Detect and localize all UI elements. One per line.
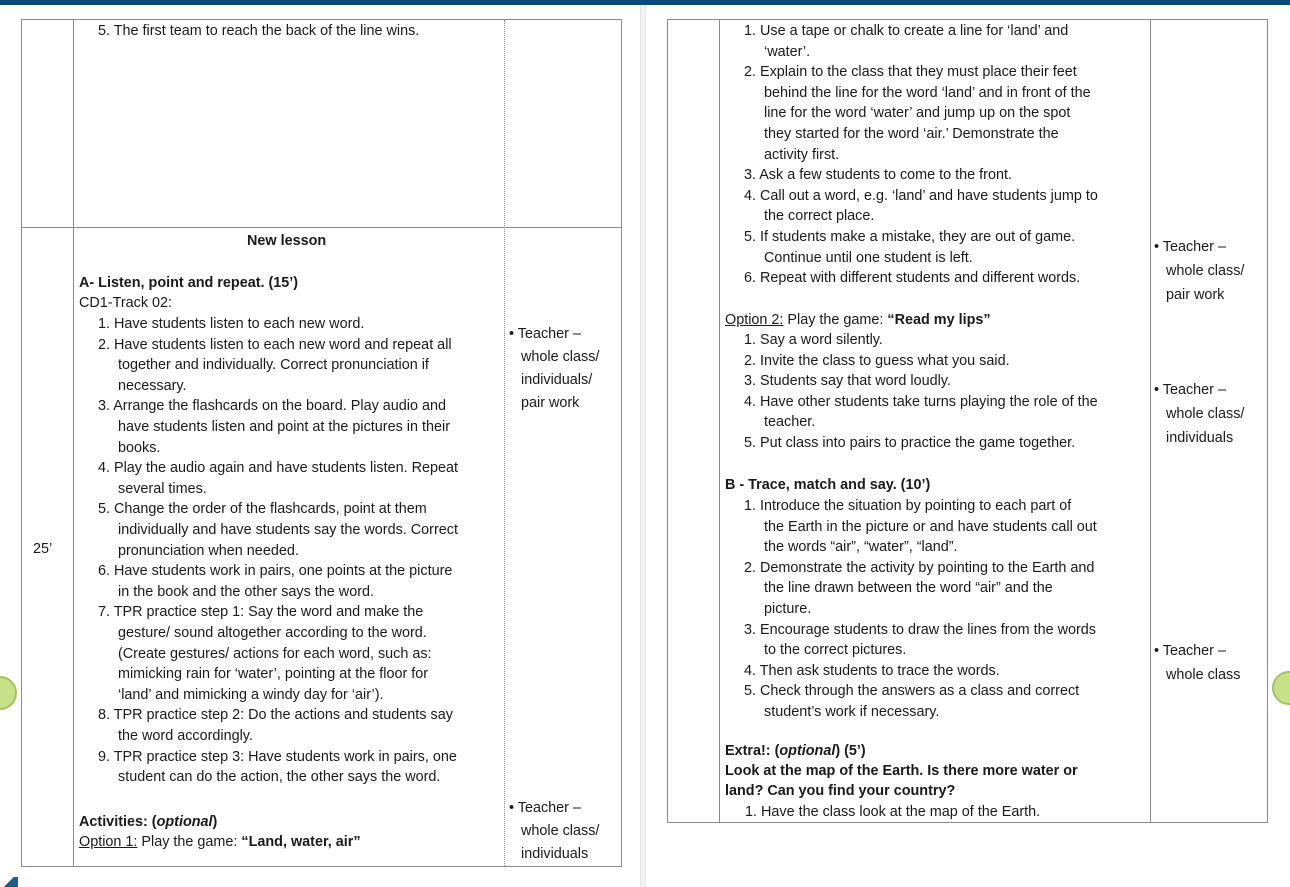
line-item: teacher. [764,414,816,431]
line-item: 1. Introduce the situation by pointing to each part of [744,498,1072,514]
line-item: pair work [1166,287,1225,303]
line-item: 3. Arrange the flashcards on the board. Play audio and [98,398,447,415]
line-item: necessary. [118,377,187,394]
right-page [646,5,1290,887]
line-item: 4. Have other students take turns playing the role of the [744,393,1098,410]
line-item: the word accordingly. [118,728,253,744]
prev-page-button[interactable] [0,676,17,710]
line-item: 6. Have students work in pairs, one points at the picture [98,563,453,580]
line-item: in the book and the other says the word. [118,583,374,600]
line-item: activity first. [764,146,840,163]
line-item: whole class [1166,667,1241,683]
line-item: 3. Students say that word loudly. [744,373,951,390]
line-item: 4. Then ask students to trace the words. [744,662,1000,679]
line-item: 1. Have students listen to each new word. [98,316,365,332]
line-item: student’s work if necessary. [764,704,940,720]
line-item: 5. If students make a mistake, they are out of game. [744,229,1076,245]
lesson-table-left [21,19,622,867]
line-item: mimicking rain for ‘water’, pointing at the floor for [118,666,429,683]
line-item: 9. TPR practice step 3: Have students work in pairs, one [98,748,457,765]
line-item: whole class/ [521,349,600,365]
line-item: 3. Ask a few students to come to the front. [744,167,1012,184]
line-item: pair work [521,395,580,411]
line-item: 4. Call out a word, e.g. ‘land’ and have students jump to [744,187,1098,204]
line-item: the Earth in the picture or and have students call out [764,518,1097,535]
line-item: 2. Demonstrate the activity by pointing to the Earth and [744,559,1095,576]
line-item: they started for the word ‘air.’ Demonstrate the [764,126,1059,142]
line-item: • Teacher – [1154,643,1226,659]
line-item: pronunciation when needed. [118,542,299,559]
line-item: • Teacher – [1154,239,1226,255]
line-item: to the correct pictures. [764,642,907,659]
section-a-heading: A- Listen, point and repeat. (15’) [79,275,299,291]
option-1-line: Option 1: Play the game: “Land, water, air” [79,834,361,850]
option-2-game: “Read my lips” [887,312,991,328]
extra-question-1: Look at the map of the Earth. Is there more water or [725,763,1078,779]
option-2-line: Option 2: Play the game: “Read my lips” [725,312,991,328]
line-item: individually and have students say the words. Correct [118,522,458,538]
corner-mark [0,877,18,887]
line-item: ‘water’. [764,43,811,60]
line-item: 2. Invite the class to guess what you said. [744,352,1010,369]
activities-label: Activities: (optional) [79,814,218,830]
option-1-label: Option 1: [79,834,138,850]
line-item: 5. Change the order of the flashcards, point at them [98,501,427,518]
track-label: CD1-Track 02: [79,295,173,311]
line-item: whole class/ [1166,263,1245,279]
line-item: 2. Explain to the class that they must place their feet [744,64,1077,81]
line-item: have students listen and point at the pictures in their [118,419,450,435]
extra-heading: Extra!: (optional) (5’) [725,743,866,759]
line-item: individuals/ [521,372,593,388]
time-label: 25’ [33,541,53,557]
next-page-button[interactable] [1272,671,1290,705]
line-item: • Teacher – [509,326,581,342]
line-item: gesture/ sound altogether according to the word. [118,625,427,641]
line-item: Continue until one student is left. [764,249,973,266]
line-item: whole class/ [521,823,600,839]
line-item: • Teacher – [509,800,581,816]
section-b-heading: B - Trace, match and say. (10’) [725,477,931,493]
line-item: individuals [1166,430,1234,446]
line-item: 7. TPR practice step 1: Say the word and make the [98,604,424,621]
line-item: • Teacher – [1154,382,1226,398]
option-1-game: “Land, water, air” [241,834,361,850]
line-item: ‘land’ and mimicking a windy day for ‘air’). [118,686,384,703]
line-item: 2. Have students listen to each new word and repeat all [98,336,452,353]
line-item: behind the line for the word ‘land’ and in front of the [764,84,1091,101]
line-item: 1. Use a tape or chalk to create a line for ‘land’ and [744,23,1069,39]
line-item: the words “air”, “water”, “land”. [764,539,958,556]
option-2-label: Option 2: [725,312,784,328]
line-item: the correct place. [764,208,875,225]
line-item: 5. Check through the answers as a class and correct [744,683,1080,700]
line-item: student can do the action, the other says the word. [118,769,441,786]
line-item: together and individually. Correct pronunciation if [118,357,429,374]
line-item: individuals [521,846,589,862]
line-item: whole class/ [1166,406,1245,422]
line-item: 6. Repeat with different students and different words. [744,270,1081,287]
extra-question-2: land? Can you find your country? [725,783,956,799]
line-item: 1. Say a word silently. [744,332,883,348]
line-item: the line drawn between the word “air” and the [764,580,1053,597]
line-item: 8. TPR practice step 2: Do the actions and students say [98,707,453,724]
prev-step-5: 5. The first team to reach the back of the line wins. [98,23,420,39]
extra-step-1: 1. Have the class look at the map of the Earth. [745,804,1041,820]
line-item: books. [118,439,161,456]
line-item: (Create gestures/ actions for each word, such as: [118,645,432,662]
left-page [0,5,640,887]
line-item: picture. [764,601,812,617]
line-item: 4. Play the audio again and have students listen. Repeat [98,460,459,477]
line-item: several times. [118,480,207,497]
new-lesson-title: New lesson [247,233,327,249]
line-item: line for the word ‘water’ and jump up on the spot [764,105,1071,122]
line-item: 3. Encourage students to draw the lines from the words [744,621,1096,638]
line-item: 5. Put class into pairs to practice the game together. [744,435,1076,451]
